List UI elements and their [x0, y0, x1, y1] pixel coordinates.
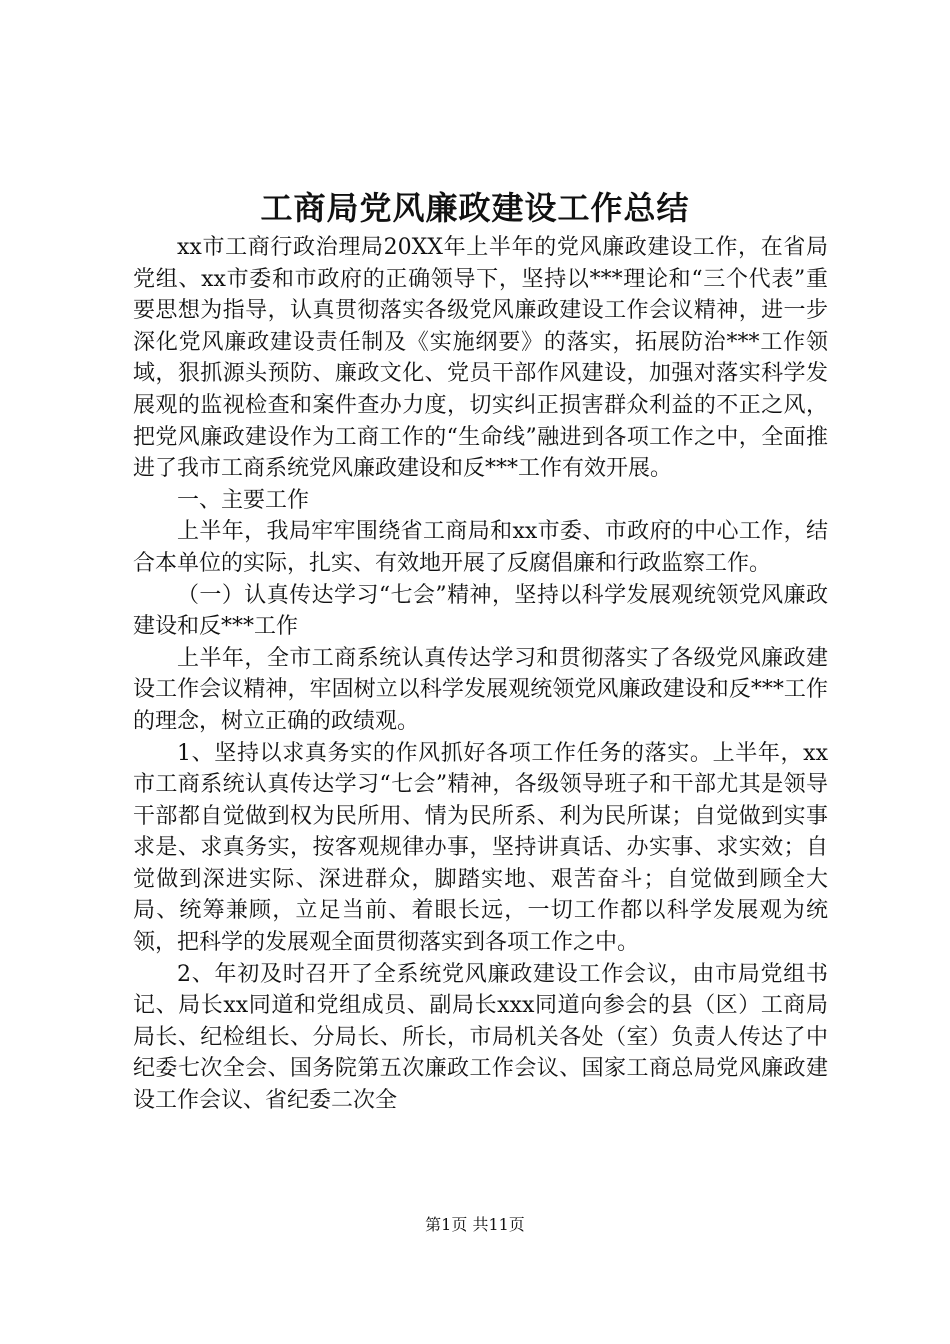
paragraph-item-1: 1、坚持以求真务实的作风抓好各项工作任务的落实。上半年，xx市工商系统认真传达学习“七会”精神，各级领导班子和干部尤其是领导干部都自觉做到权为民所用、情为民所系、利为民所谋；自觉做到实事求是、求真务实，按客观规律办事，坚持讲真话、办实事、求实效；自觉做到深进实际、深进群众，脚踏实地、艰苦奋斗；自觉做到顾全大局、统筹兼顾，立足当前、着眼长远，一切工作都以科学发展观为统领，把科学的发展观全面贯彻落实到各项工作之中。 [133, 740, 828, 956]
document-title: 工商局党风廉政建设工作总结 [260, 189, 690, 227]
paragraph-main-work: 上半年，我局牢牢围绕省工商局和xx市委、市政府的中心工作，结合本单位的实际，扎实、有效地开展了反腐倡廉和行政监察工作。 [133, 519, 828, 576]
section-heading-main-work: 一、主要工作 [177, 487, 310, 513]
paragraph-item-2: 2、年初及时召开了全系统党风廉政建设工作会议，由市局党组书记、局长xx同道和党组成员、副局长xxx同道向参会的县（区）工商局局长、纪检组长、分局长、所长，市局机关各处（室）负责人传达了中纪委七次全会、国务院第五次廉政工作会议、国家工商总局党风廉政建设工作会议、省纪委二次全 [133, 961, 828, 1114]
document-body [133, 232, 828, 1117]
paragraph-subsection-1: 上半年，全市工商系统认真传达学习和贯彻落实了各级党风廉政建设工作会议精神，牢固树立以科学发展观统领党风廉政建设和反***工作的理念，树立正确的政绩观。 [133, 645, 828, 734]
subsection-heading-1: （一）认真传达学习“七会”精神，坚持以科学发展观统领党风廉政建设和反***工作 [133, 582, 828, 640]
page-footer: 第1页 共11页 [425, 1215, 525, 1234]
paragraph-intro: xx市工商行政治理局20XX年上半年的党风廉政建设工作，在省局党组、xx市委和市政府的正确领导下，坚持以***理论和“三个代表”重要思想为指导，认真贯彻落实各级党风廉政建设工作会议精神，进一步深化党风廉政建设责任制及《实施纲要》的落实，拓展防治***工作领域，狠抓源头预防、廉政文化、党员干部作风建设，加强对落实科学发展观的监视检查和案件查办力度，切实纠正损害群众利益的不正之风，把党风廉政建设作为工商工作的“生命线”融进到各项工作之中，全面推进了我市工商系统党风廉政建设和反***工作有效开展。 [133, 235, 828, 482]
